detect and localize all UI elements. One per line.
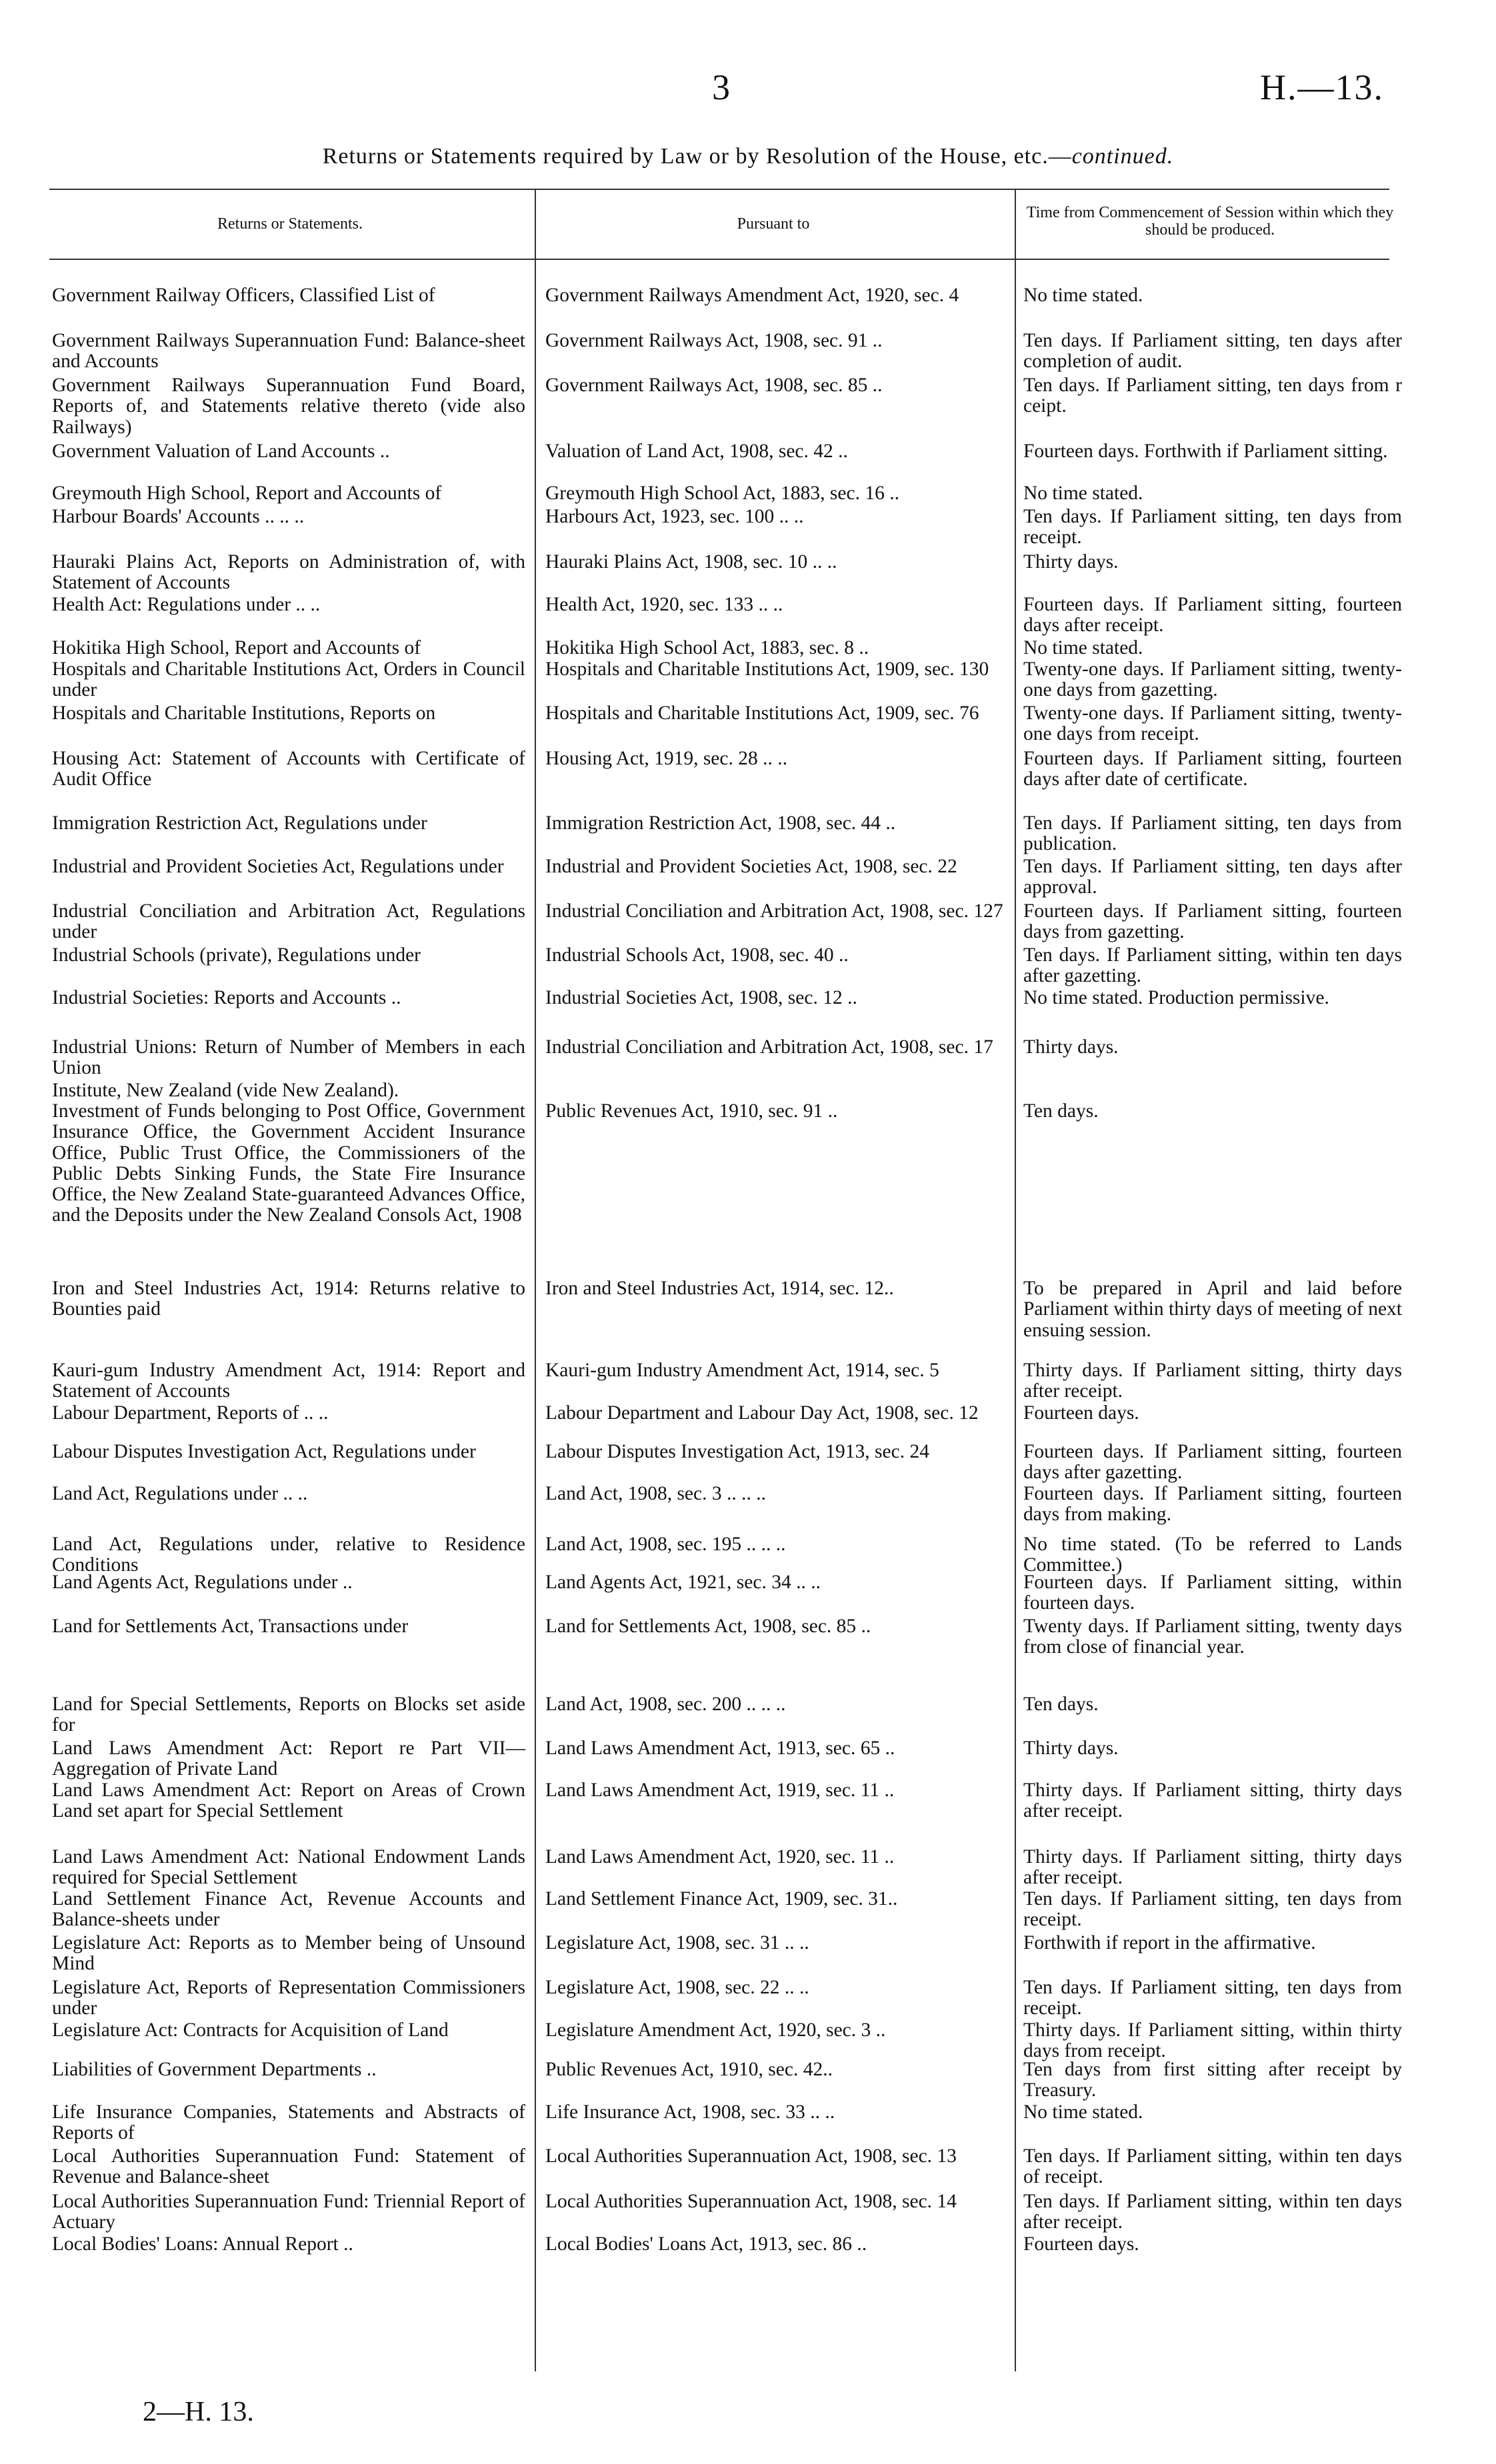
pursuant-to-cell: Hokitika High School Act, 1883, sec. 8 .. [545,637,869,658]
return-statement-cell: Industrial Conciliation and Arbitration Act, Regulations under [52,900,525,943]
header-time: Time from Commencement of Session within which they should be produced. [1026,204,1394,239]
return-statement-cell: Life Insurance Companies, Statements and Abstracts of Reports of [52,2101,525,2144]
page-title [0,144,1496,169]
pursuant-to-cell: Legislature Amendment Act, 1920, sec. 3 .. [545,2019,886,2041]
return-statement-cell: Local Authorities Superannuation Fund: Triennial Report of Actuary [52,2191,525,2233]
time-cell: Ten days. If Parliament sitting, ten days from r ceipt. [1023,375,1402,417]
return-statement-cell: Government Railway Officers, Classified List of [52,285,435,306]
time-cell: Twenty-one days. If Parliament sitting, twenty-one days from gazetting. [1023,658,1402,701]
time-cell: To be prepared in April and laid before Parliament within thirty days of meeting of next ensuing session. [1023,1278,1402,1341]
return-statement-cell: Institute, New Zealand (vide New Zealand). [52,1080,399,1101]
return-statement-cell: Hokitika High School, Report and Accounts of [52,637,421,658]
return-statement-cell: Legislature Act: Contracts for Acquisition of Land [52,2019,449,2041]
time-cell: No time stated. [1023,2101,1143,2123]
pursuant-to-cell: Government Railways Act, 1908, sec. 91 .. [545,330,883,351]
return-statement-cell: Local Bodies' Loans: Annual Report .. [52,2233,353,2255]
time-cell: Ten days. If Parliament sitting, ten days from receipt. [1023,1977,1402,2019]
header-pursuant: Pursuant to [737,215,810,233]
pursuant-to-cell: Labour Department and Labour Day Act, 1908, sec. 12 [545,1402,979,1424]
column-rule-2 [1015,189,1016,2371]
pursuant-to-cell: Land Laws Amendment Act, 1920, sec. 11 .. [545,1846,895,1867]
title-continued: continued. [1071,144,1174,169]
pursuant-to-cell: Industrial and Provident Societies Act, 1908, sec. 22 [545,856,957,877]
pursuant-to-cell: Public Revenues Act, 1910, sec. 42.. [545,2059,833,2080]
return-statement-cell: Land Settlement Finance Act, Revenue Accounts and Balance-sheets under [52,1888,525,1931]
return-statement-cell: Legislature Act: Reports as to Member being of Unsound Mind [52,1932,525,1975]
time-cell: Thirty days. If Parliament sitting, thirty days after receipt. [1023,1780,1402,1822]
time-cell: Thirty days. [1023,551,1119,573]
return-statement-cell: Land Act, Regulations under, relative to Residence Conditions [52,1534,525,1576]
header-top-rule [49,189,1389,190]
return-statement-cell: Hospitals and Charitable Institutions Act, Orders in Council under [52,658,525,701]
time-cell: Ten days. If Parliament sitting, ten days after approval. [1023,856,1402,898]
pursuant-to-cell: Labour Disputes Investigation Act, 1913, sec. 24 [545,1441,929,1462]
document-reference: H.—13. [1260,67,1384,107]
time-cell: Ten days. If Parliament sitting, ten days from receipt. [1023,1888,1402,1931]
return-statement-cell: Land Act, Regulations under .. .. [52,1483,308,1504]
pursuant-to-cell: Valuation of Land Act, 1908, sec. 42 .. [545,441,848,462]
time-cell: No time stated. Production permissive. [1023,987,1329,1008]
time-cell: Fourteen days. [1023,2233,1139,2255]
pursuant-to-cell: Land for Settlements Act, 1908, sec. 85 .. [545,1616,871,1637]
time-cell: Fourteen days. [1023,1402,1139,1424]
return-statement-cell: Government Railways Superannuation Fund: Balance-sheet and Accounts [52,330,525,373]
return-statement-cell: Labour Disputes Investigation Act, Regulations under [52,1441,476,1462]
time-cell: No time stated. (To be referred to Lands Committee.) [1023,1534,1402,1576]
time-cell: Fourteen days. If Parliament sitting, fourteen days from making. [1023,1483,1402,1526]
pursuant-to-cell: Housing Act, 1919, sec. 28 .. .. [545,748,787,769]
return-statement-cell: Liabilities of Government Departments .. [52,2059,377,2080]
return-statement-cell: Local Authorities Superannuation Fund: Statement of Revenue and Balance-sheet [52,2145,525,2188]
return-statement-cell: Industrial Societies: Reports and Accounts .. [52,987,401,1008]
page-footer: 2—H. 13. [143,2397,254,2427]
pursuant-to-cell: Land Laws Amendment Act, 1913, sec. 65 .. [545,1738,895,1759]
pursuant-to-cell: Hauraki Plains Act, 1908, sec. 10 .. .. [545,551,837,573]
time-cell: Twenty days. If Parliament sitting, twenty days from close of financial year. [1023,1616,1402,1658]
return-statement-cell: Kauri-gum Industry Amendment Act, 1914: Report and Statement of Accounts [52,1360,525,1402]
return-statement-cell: Greymouth High School, Report and Accounts of [52,483,442,504]
return-statement-cell: Land Laws Amendment Act: Report re Part VII—Aggregation of Private Land [52,1738,525,1780]
time-cell: Ten days. [1023,1100,1099,1122]
pursuant-to-cell: Health Act, 1920, sec. 133 .. .. [545,594,783,615]
pursuant-to-cell: Legislature Act, 1908, sec. 22 .. .. [545,1977,809,1998]
pursuant-to-cell: Hospitals and Charitable Institutions Act, 1909, sec. 130 [545,658,989,680]
time-cell: Ten days. [1023,1694,1099,1715]
pursuant-to-cell: Immigration Restriction Act, 1908, sec. 44 .. [545,812,896,834]
pursuant-to-cell: Land Act, 1908, sec. 195 .. .. .. [545,1534,786,1555]
return-statement-cell: Government Valuation of Land Accounts .. [52,441,390,462]
time-cell: Forthwith if report in the affirmative. [1023,1932,1316,1953]
time-cell: Twenty-one days. If Parliament sitting, twenty-one days from receipt. [1023,702,1402,745]
time-cell: Fourteen days. If Parliament sitting, fourteen days after date of certificate. [1023,748,1402,790]
return-statement-cell: Hospitals and Charitable Institutions, Reports on [52,702,436,724]
return-statement-cell: Legislature Act, Reports of Representation Commissioners under [52,1977,525,2019]
time-cell: Ten days from first sitting after receipt by Treasury. [1023,2059,1402,2101]
return-statement-cell: Labour Department, Reports of .. .. [52,1402,329,1424]
time-cell: Thirty days. [1023,1036,1119,1058]
pursuant-to-cell: Land Laws Amendment Act, 1919, sec. 11 .. [545,1780,895,1801]
return-statement-cell: Land Laws Amendment Act: Report on Areas of Crown Land set apart for Special Settlement [52,1780,525,1822]
time-cell: Ten days. If Parliament sitting, ten days from receipt. [1023,506,1402,549]
return-statement-cell: Health Act: Regulations under .. .. [52,594,321,615]
pursuant-to-cell: Land Agents Act, 1921, sec. 34 .. .. [545,1572,821,1593]
time-cell: Ten days. If Parliament sitting, within ten days after receipt. [1023,2191,1402,2233]
return-statement-cell: Investment of Funds belonging to Post Office, Government Insurance Office, the Government Accident Insurance Office, Public Trust Office, the Commissioners of the Public Debts Sinking Funds, the State Fire Insurance Office, the New Zealand State-guaranteed Advances Office, and the Deposits under the New Zealand Consols Act, 1908 [52,1100,525,1226]
pursuant-to-cell: Government Railways Amendment Act, 1920, sec. 4 [545,285,959,306]
return-statement-cell: Industrial and Provident Societies Act, Regulations under [52,856,504,877]
time-cell: Fourteen days. If Parliament sitting, fourteen days from gazetting. [1023,900,1402,943]
pursuant-to-cell: Harbours Act, 1923, sec. 100 .. .. [545,506,804,527]
pursuant-to-cell: Government Railways Act, 1908, sec. 85 .. [545,375,883,396]
pursuant-to-cell: Hospitals and Charitable Institutions Act, 1909, sec. 76 [545,702,979,724]
pursuant-to-cell: Public Revenues Act, 1910, sec. 91 .. [545,1100,838,1122]
page-number: 3 [712,67,730,107]
time-cell: Thirty days. If Parliament sitting, within thirty days from receipt. [1023,2019,1402,2062]
pursuant-to-cell: Land Act, 1908, sec. 200 .. .. .. [545,1694,786,1715]
pursuant-to-cell: Kauri-gum Industry Amendment Act, 1914, sec. 5 [545,1360,939,1381]
return-statement-cell: Immigration Restriction Act, Regulations under [52,812,427,834]
return-statement-cell: Industrial Unions: Return of Number of Members in each Union [52,1036,525,1079]
pursuant-to-cell: Legislature Act, 1908, sec. 31 .. .. [545,1932,809,1953]
return-statement-cell: Harbour Boards' Accounts .. .. .. [52,506,305,527]
return-statement-cell: Iron and Steel Industries Act, 1914: Returns relative to Bounties paid [52,1278,525,1320]
pursuant-to-cell: Local Authorities Superannuation Act, 1908, sec. 13 [545,2145,957,2167]
pursuant-to-cell: Land Act, 1908, sec. 3 .. .. .. [545,1483,766,1504]
pursuant-to-cell: Life Insurance Act, 1908, sec. 33 .. .. [545,2101,835,2123]
time-cell: No time stated. [1023,637,1143,658]
pursuant-to-cell: Industrial Conciliation and Arbitration Act, 1908, sec. 17 [545,1036,993,1058]
time-cell: Ten days. If Parliament sitting, within ten days after gazetting. [1023,944,1402,987]
pursuant-to-cell: Local Bodies' Loans Act, 1913, sec. 86 .. [545,2233,867,2255]
pursuant-to-cell: Greymouth High School Act, 1883, sec. 16 .. [545,483,899,504]
pursuant-to-cell: Industrial Societies Act, 1908, sec. 12 .. [545,987,857,1008]
return-statement-cell: Land Agents Act, Regulations under .. [52,1572,353,1593]
time-cell: Thirty days. If Parliament sitting, thirty days after receipt. [1023,1360,1402,1402]
return-statement-cell: Government Railways Superannuation Fund Board, Reports of, and Statements relative thereto (vide also Railways) [52,375,525,438]
header-returns: Returns or Statements. [217,215,363,233]
time-cell: Fourteen days. If Parliament sitting, fourteen days after gazetting. [1023,1441,1402,1484]
return-statement-cell: Hauraki Plains Act, Reports on Administration of, with Statement of Accounts [52,551,525,594]
return-statement-cell: Land Laws Amendment Act: National Endowment Lands required for Special Settlement [52,1846,525,1889]
time-cell: Fourteen days. If Parliament sitting, fourteen days after receipt. [1023,594,1402,636]
time-cell: Fourteen days. If Parliament sitting, within fourteen days. [1023,1572,1402,1614]
time-cell: Fourteen days. Forthwith if Parliament sitting. [1023,441,1388,462]
pursuant-to-cell: Industrial Schools Act, 1908, sec. 40 .. [545,944,849,966]
time-cell: Ten days. If Parliament sitting, ten days after completion of audit. [1023,330,1402,373]
time-cell: No time stated. [1023,285,1143,306]
return-statement-cell: Industrial Schools (private), Regulations under [52,944,421,966]
time-cell: Ten days. If Parliament sitting, within ten days of receipt. [1023,2145,1402,2188]
pursuant-to-cell: Land Settlement Finance Act, 1909, sec. 31.. [545,1888,898,1909]
title-main: Returns or Statements required by Law or by Resolution of the House, etc.— [322,144,1072,169]
pursuant-to-cell: Iron and Steel Industries Act, 1914, sec. 12.. [545,1278,894,1299]
time-cell: Thirty days. [1023,1738,1119,1759]
pursuant-to-cell: Industrial Conciliation and Arbitration Act, 1908, sec. 127 [545,900,1003,922]
header-bottom-rule [49,259,1389,260]
return-statement-cell: Land for Settlements Act, Transactions under [52,1616,409,1637]
return-statement-cell: Land for Special Settlements, Reports on Blocks set aside for [52,1694,525,1736]
time-cell: No time stated. [1023,483,1143,504]
column-rule-1 [535,189,536,2371]
pursuant-to-cell: Local Authorities Superannuation Act, 1908, sec. 14 [545,2191,957,2212]
return-statement-cell: Housing Act: Statement of Accounts with Certificate of Audit Office [52,748,525,790]
time-cell: Thirty days. If Parliament sitting, thirty days after receipt. [1023,1846,1402,1889]
time-cell: Ten days. If Parliament sitting, ten days from publication. [1023,812,1402,855]
